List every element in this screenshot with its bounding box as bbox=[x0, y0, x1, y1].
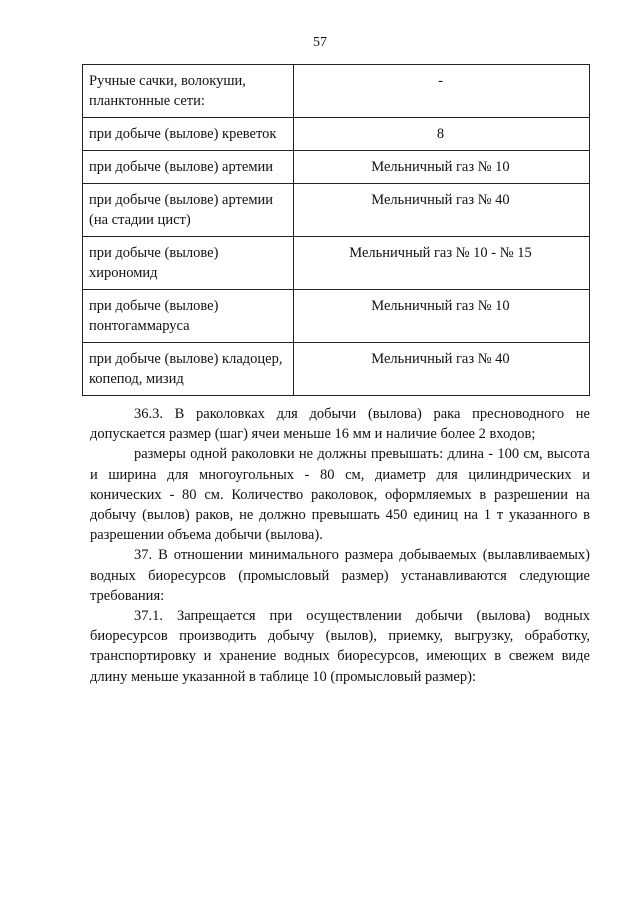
gear-cell: при добыче (вылове) кладоцер, копепод, мизид bbox=[83, 343, 294, 396]
gear-cell: Ручные сачки, волокуши, планктонные сети: bbox=[83, 65, 294, 118]
body-text bbox=[90, 404, 590, 687]
table-row bbox=[83, 184, 590, 237]
page-number: 57 bbox=[313, 35, 327, 50]
value-cell: Мельничный газ № 10 bbox=[294, 290, 590, 343]
table-row bbox=[83, 65, 590, 118]
fishing-gear-table bbox=[82, 64, 590, 396]
gear-cell: при добыче (вылове) артемии bbox=[83, 151, 294, 184]
paragraph-crayfish-trap-sizes: размеры одной раколовки не должны превышать: длина - 100 см, высота и ширина для многоугольных - 80 см, диаметр для цилиндрических и конических - 80 см. Количество раколовок, оформляемых в разрешении на добычу (вылов) раков, не должно превышать 450 единиц на 1 т указанного в разрешении объема добычи (вылова). bbox=[90, 446, 590, 544]
table-row bbox=[83, 290, 590, 343]
value-cell: 8 bbox=[294, 118, 590, 151]
paragraph-37: 37. В отношении минимального размера добываемых (вылавливаемых) водных биоресурсов (промысловый размер) устанавливаются следующие требования: bbox=[90, 547, 590, 604]
gear-cell: при добыче (вылове) хирономид bbox=[83, 237, 294, 290]
value-cell: Мельничный газ № 10 - № 15 bbox=[294, 237, 590, 290]
value-cell: Мельничный газ № 40 bbox=[294, 343, 590, 396]
value-cell: Мельничный газ № 10 bbox=[294, 151, 590, 184]
table-row bbox=[83, 237, 590, 290]
value-cell: - bbox=[294, 65, 590, 118]
paragraph-37-1: 37.1. Запрещается при осуществлении добычи (вылова) водных биоресурсов производить добычу (вылов), приемку, выгрузку, обработку, транспортировку и хранение водных биоресурсов, имеющих в свежем виде длину меньше указанной в таблице 10 (промысловый размер): bbox=[90, 608, 590, 685]
gear-cell: при добыче (вылове) артемии (на стадии цист) bbox=[83, 184, 294, 237]
gear-cell: при добыче (вылове) понтогаммаруса bbox=[83, 290, 294, 343]
table-row bbox=[83, 151, 590, 184]
gear-cell: при добыче (вылове) креветок bbox=[83, 118, 294, 151]
table-row bbox=[83, 118, 590, 151]
table-row bbox=[83, 343, 590, 396]
value-cell: Мельничный газ № 40 bbox=[294, 184, 590, 237]
paragraph-36-3: 36.3. В раколовках для добычи (вылова) рака пресноводного не допускается размер (шаг) ячеи меньше 16 мм и наличие более 2 входов; bbox=[90, 406, 590, 443]
